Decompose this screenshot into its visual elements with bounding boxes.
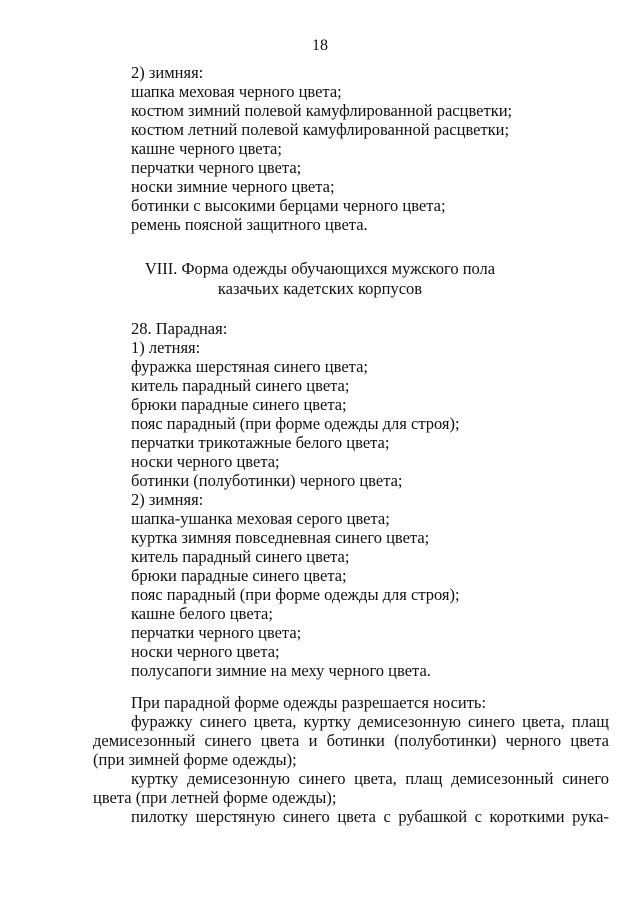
- list-item: перчатки трикотажные белого цвета;: [131, 433, 390, 452]
- list-item: ботинки с высокими берцами черного цвета;: [131, 196, 446, 215]
- paragraph-line: (при зимней форме одежды);: [93, 750, 297, 769]
- list-item: костюм летний полевой камуфлированной расцветки;: [131, 120, 510, 139]
- list-item: 2) зимняя:: [131, 63, 204, 82]
- list-item: 1) летняя:: [131, 338, 201, 357]
- list-item: кашне белого цвета;: [131, 604, 273, 623]
- list-item: перчатки черного цвета;: [131, 623, 302, 642]
- list-item: носки зимние черного цвета;: [131, 177, 335, 196]
- list-item: кашне черного цвета;: [131, 139, 282, 158]
- list-item: ремень поясной защитного цвета.: [131, 215, 368, 234]
- paragraph-line: куртку демисезонную синего цвета, плащ демисезонный синего: [131, 769, 609, 788]
- paragraph-permitted-intro: [93, 693, 609, 712]
- page-number: 18: [312, 37, 328, 54]
- list-item: пояс парадный (при форме одежды для строя);: [131, 585, 460, 604]
- list-item: брюки парадные синего цвета;: [131, 566, 347, 585]
- list-item: костюм зимний полевой камуфлированной расцветки;: [131, 101, 513, 120]
- paragraph-winter-options: [93, 712, 609, 769]
- paragraph-line: фуражку синего цвета, куртку демисезонную синего цвета, плащ: [131, 712, 609, 731]
- list-item: полусапоги зимние на меху черного цвета.: [131, 661, 431, 680]
- paragraph-summer-options: [93, 769, 609, 807]
- list-item: шапка меховая черного цвета;: [131, 82, 342, 101]
- paragraph-line: цвета (при летней форме одежды);: [93, 788, 337, 807]
- list-item: фуражка шерстяная синего цвета;: [131, 357, 368, 376]
- winter-uniform-list: [131, 63, 512, 234]
- list-item: перчатки черного цвета;: [131, 158, 302, 177]
- section-heading-line: казачьих кадетских корпусов: [217, 279, 423, 298]
- paragraph-cap-options: [93, 807, 609, 826]
- list-item: куртка зимняя повседневная синего цвета;: [131, 528, 430, 547]
- parade-uniform-list: [131, 319, 460, 680]
- list-item: шапка-ушанка меховая серого цвета;: [131, 509, 390, 528]
- list-item: пояс парадный (при форме одежды для строя);: [131, 414, 460, 433]
- paragraph-line: При парадной форме одежды разрешается носить:: [131, 693, 487, 712]
- list-item: 2) зимняя:: [131, 490, 204, 509]
- list-item: брюки парадные синего цвета;: [131, 395, 347, 414]
- section-heading: [0, 259, 640, 299]
- list-item: 28. Парадная:: [131, 319, 228, 338]
- paragraph-line: пилотку шерстяную синего цвета с рубашкой с короткими рука-: [131, 807, 609, 826]
- section-heading-line: VIII. Форма одежды обучающихся мужского пола: [144, 259, 496, 278]
- list-item: носки черного цвета;: [131, 642, 280, 661]
- list-item: носки черного цвета;: [131, 452, 280, 471]
- list-item: ботинки (полуботинки) черного цвета;: [131, 471, 403, 490]
- paragraph-line: демисезонный синего цвета и ботинки (полуботинки) черного цвета: [93, 731, 609, 750]
- list-item: китель парадный синего цвета;: [131, 376, 350, 395]
- list-item: китель парадный синего цвета;: [131, 547, 350, 566]
